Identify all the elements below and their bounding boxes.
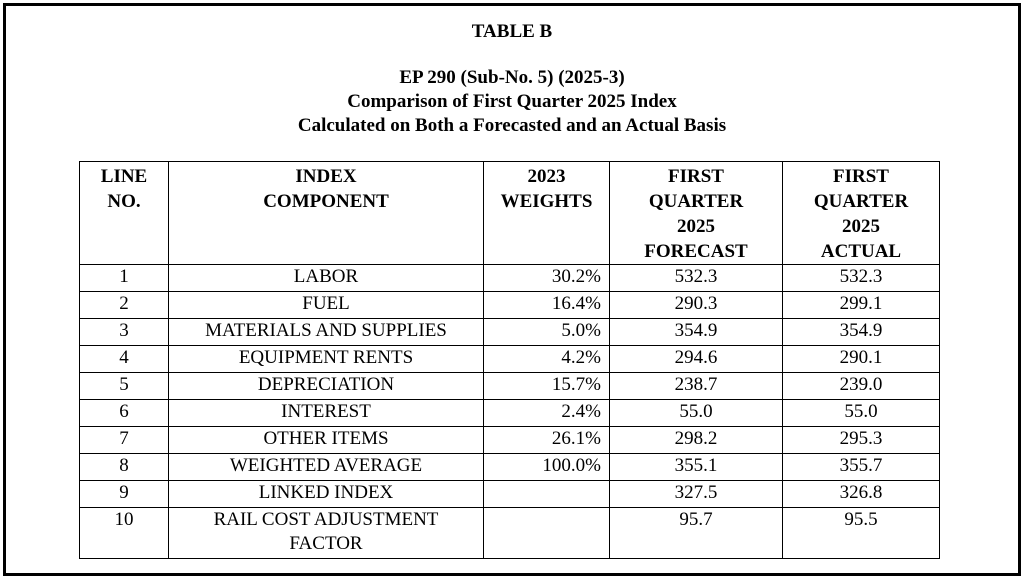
line-no-cell: 10 (80, 508, 169, 559)
component-cell: MATERIALS AND SUPPLIES (169, 319, 484, 346)
line-no-cell: 7 (80, 427, 169, 454)
table-row (80, 292, 940, 319)
header-text-line: 2023 (527, 166, 566, 187)
actual-cell: 299.1 (783, 292, 940, 319)
header-text-line: INDEX (295, 166, 357, 187)
weight-cell: 100.0% (484, 454, 610, 481)
header-text-line: LINE (100, 166, 148, 187)
component-cell: FUEL (169, 292, 484, 319)
header-forecast (610, 162, 783, 265)
line-no-cell: 2 (80, 292, 169, 319)
actual-cell: 355.7 (783, 454, 940, 481)
component-cell: OTHER ITEMS (169, 427, 484, 454)
weight-cell: 30.2% (484, 265, 610, 292)
line-no-cell: 3 (80, 319, 169, 346)
header-row (80, 162, 940, 265)
weight-cell: 2.4% (484, 400, 610, 427)
forecast-cell: 354.9 (610, 319, 783, 346)
weight-cell: 4.2% (484, 346, 610, 373)
docket-subtitle: EP 290 (Sub-No. 5) (2025-3) (399, 67, 625, 88)
component-cell: DEPRECIATION (169, 373, 484, 400)
header-actual (783, 162, 940, 265)
header-text-line: ACTUAL (820, 241, 902, 262)
actual-cell: 55.0 (783, 400, 940, 427)
header-text-line: WEIGHTS (500, 191, 593, 212)
header-text-line: FIRST (668, 166, 724, 187)
weight-cell: 16.4% (484, 292, 610, 319)
line-no-cell: 9 (80, 481, 169, 508)
line-no-cell: 6 (80, 400, 169, 427)
component-cell: LINKED INDEX (169, 481, 484, 508)
line-no-cell: 5 (80, 373, 169, 400)
table-row (80, 454, 940, 481)
forecast-cell: 238.7 (610, 373, 783, 400)
table-row (80, 265, 940, 292)
table-row (80, 427, 940, 454)
index-comparison-table (79, 161, 940, 559)
header-text-line: FORECAST (644, 241, 748, 262)
comparison-subtitle: Comparison of First Quarter 2025 Index (347, 91, 677, 112)
line-no-cell: 1 (80, 265, 169, 292)
actual-cell: 326.8 (783, 481, 940, 508)
weight-cell: 5.0% (484, 319, 610, 346)
table-row (80, 400, 940, 427)
component-cell: RAIL COST ADJUSTMENT FACTOR (169, 508, 484, 559)
header-text-line: QUARTER (648, 191, 744, 212)
table-row (80, 508, 940, 559)
actual-cell: 532.3 (783, 265, 940, 292)
weight-cell: 15.7% (484, 373, 610, 400)
actual-cell: 295.3 (783, 427, 940, 454)
weight-cell (484, 481, 610, 508)
actual-cell: 95.5 (783, 508, 940, 559)
table-row (80, 373, 940, 400)
header-text-line: COMPONENT (263, 191, 389, 212)
header-index-component (169, 162, 484, 265)
component-cell: EQUIPMENT RENTS (169, 346, 484, 373)
header-text-line: NO. (107, 191, 141, 212)
table-row (80, 346, 940, 373)
forecast-cell: 294.6 (610, 346, 783, 373)
header-text-line: FIRST (833, 166, 889, 187)
header-text-line: 2025 (677, 216, 715, 237)
weight-cell: 26.1% (484, 427, 610, 454)
line-no-cell: 4 (80, 346, 169, 373)
header-weights (484, 162, 610, 265)
basis-subtitle: Calculated on Both a Forecasted and an Actual Basis (297, 115, 727, 136)
forecast-cell: 532.3 (610, 265, 783, 292)
header-line-no (80, 162, 169, 265)
table-row (80, 319, 940, 346)
actual-cell: 239.0 (783, 373, 940, 400)
forecast-cell: 298.2 (610, 427, 783, 454)
forecast-cell: 290.3 (610, 292, 783, 319)
component-cell: WEIGHTED AVERAGE (169, 454, 484, 481)
forecast-cell: 355.1 (610, 454, 783, 481)
table-title: TABLE B (471, 21, 553, 42)
header-text-line: QUARTER (813, 191, 909, 212)
forecast-cell: 55.0 (610, 400, 783, 427)
actual-cell: 354.9 (783, 319, 940, 346)
table-row (80, 481, 940, 508)
weight-cell (484, 508, 610, 559)
forecast-cell: 327.5 (610, 481, 783, 508)
component-cell: INTEREST (169, 400, 484, 427)
actual-cell: 290.1 (783, 346, 940, 373)
header-text-line: 2025 (842, 216, 880, 237)
component-cell: LABOR (169, 265, 484, 292)
line-no-cell: 8 (80, 454, 169, 481)
forecast-cell: 95.7 (610, 508, 783, 559)
